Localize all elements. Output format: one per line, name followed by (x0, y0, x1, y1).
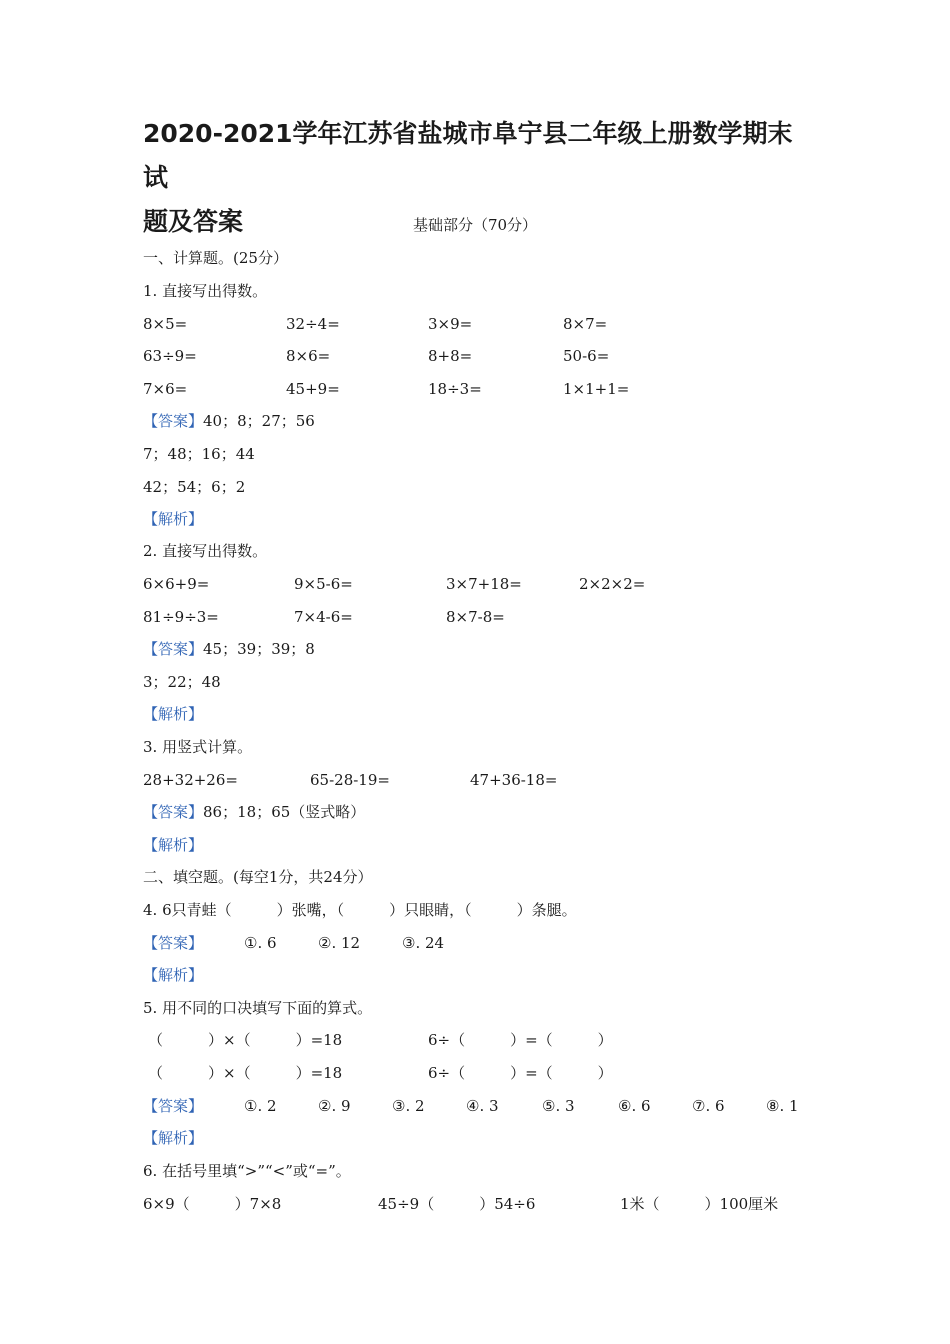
q5-expr: （ ）×（ ）=18 (148, 1064, 343, 1082)
question-2-stem: 2. 直接写出得数。 (143, 542, 268, 560)
q1-expr: 8+8= (428, 347, 473, 365)
q1-expr: 8×5= (143, 315, 188, 333)
q1-expr: 3×9= (428, 315, 473, 333)
q2-answer (143, 639, 315, 659)
q6-compare: 45÷9（ ）54÷6 (378, 1195, 536, 1213)
q3-expr: 28+32+26= (143, 771, 238, 789)
q1-expr: 18÷3= (428, 380, 482, 398)
q1-expr: 32÷4= (286, 315, 340, 333)
question-5-stem: 5. 用不同的口决填写下面的算式。 (143, 999, 373, 1017)
q1-expr: 45+9= (286, 380, 340, 398)
q1-expr: 8×6= (286, 347, 331, 365)
q4-answer: ③. 24 (402, 934, 445, 952)
q1-expr: 63÷9= (143, 347, 197, 365)
q4-analysis-tag: 【解析】 (143, 966, 204, 984)
q5-answer: ⑦. 6 (692, 1097, 725, 1115)
q5-answer-tag: 【答案】 (143, 1097, 204, 1115)
q3-analysis-tag: 【解析】 (143, 836, 204, 854)
q6-compare: 6×9（ ）7×8 (143, 1195, 282, 1213)
answer-tag: 【答案】 (143, 640, 204, 658)
q5-answer: ①. 2 (244, 1097, 277, 1115)
q5-expr: 6÷（ ）=（ ） (428, 1031, 613, 1049)
q3-answer (143, 802, 365, 822)
q1-expr: 7×6= (143, 380, 188, 398)
q5-expr: （ ）×（ ）=18 (148, 1031, 343, 1049)
title-line-1: 2020-2021学年江苏省盐城市阜宁县二年级上册数学期末试 (143, 119, 793, 192)
answer-tag: 【答案】 (143, 803, 204, 821)
section-heading-fill: 二、填空题。(每空1分，共24分） (143, 868, 373, 886)
q1-answer-line-2: 7；48；16；44 (143, 445, 255, 463)
q1-answer (143, 411, 315, 431)
question-1-stem: 1. 直接写出得数。 (143, 282, 268, 300)
q2-analysis-tag: 【解析】 (143, 705, 204, 723)
q2-expr: 9×5-6= (294, 575, 353, 593)
question-6-stem: 6. 在括号里填“>”“<”或“=”。 (143, 1162, 351, 1180)
q2-expr: 2×2×2= (579, 575, 646, 593)
q5-answer: ⑥. 6 (618, 1097, 651, 1115)
answer-text: 45；39；39；8 (203, 640, 315, 658)
section-heading-calc: 一、计算题。(25分） (143, 249, 288, 267)
q2-expr: 6×6+9= (143, 575, 210, 593)
subtitle: 基础部分（70分） (412, 216, 538, 234)
q5-answer: ⑤. 3 (542, 1097, 575, 1115)
answer-text: 86；18；65（竖式略） (203, 803, 366, 821)
q5-expr: 6÷（ ）=（ ） (428, 1064, 613, 1082)
q4-answer-tag: 【答案】 (143, 934, 204, 952)
question-4-stem: 4. 6只青蛙（ ）张嘴，（ ）只眼睛，（ ）条腿。 (143, 901, 577, 919)
answer-text: 40；8；27；56 (203, 412, 315, 430)
q5-answer: ②. 9 (318, 1097, 351, 1115)
q2-expr: 8×7-8= (446, 608, 505, 626)
q5-analysis-tag: 【解析】 (143, 1129, 204, 1147)
q3-expr: 47+36-18= (470, 771, 558, 789)
q6-compare: 1米（ ）100厘米 (620, 1195, 779, 1213)
q2-expr: 3×7+18= (446, 575, 522, 593)
q1-analysis-tag: 【解析】 (143, 510, 204, 528)
q2-answer-line-2: 3；22；48 (143, 673, 221, 691)
q1-expr: 1×1+1= (563, 380, 630, 398)
q5-answer: ⑧. 1 (766, 1097, 799, 1115)
q1-expr: 8×7= (563, 315, 608, 333)
q5-answer: ④. 3 (466, 1097, 499, 1115)
question-3-stem: 3. 用竖式计算。 (143, 738, 253, 756)
q1-expr: 50-6= (563, 347, 610, 365)
q2-expr: 7×4-6= (294, 608, 353, 626)
q5-answer: ③. 2 (392, 1097, 425, 1115)
q4-answer: ①. 6 (244, 934, 277, 952)
q3-expr: 65-28-19= (310, 771, 390, 789)
q2-expr: 81÷9÷3= (143, 608, 219, 626)
answer-tag: 【答案】 (143, 412, 204, 430)
q4-answer: ②. 12 (318, 934, 361, 952)
title-line-2: 题及答案 (143, 207, 244, 236)
q1-answer-line-3: 42；54；6；2 (143, 478, 246, 496)
